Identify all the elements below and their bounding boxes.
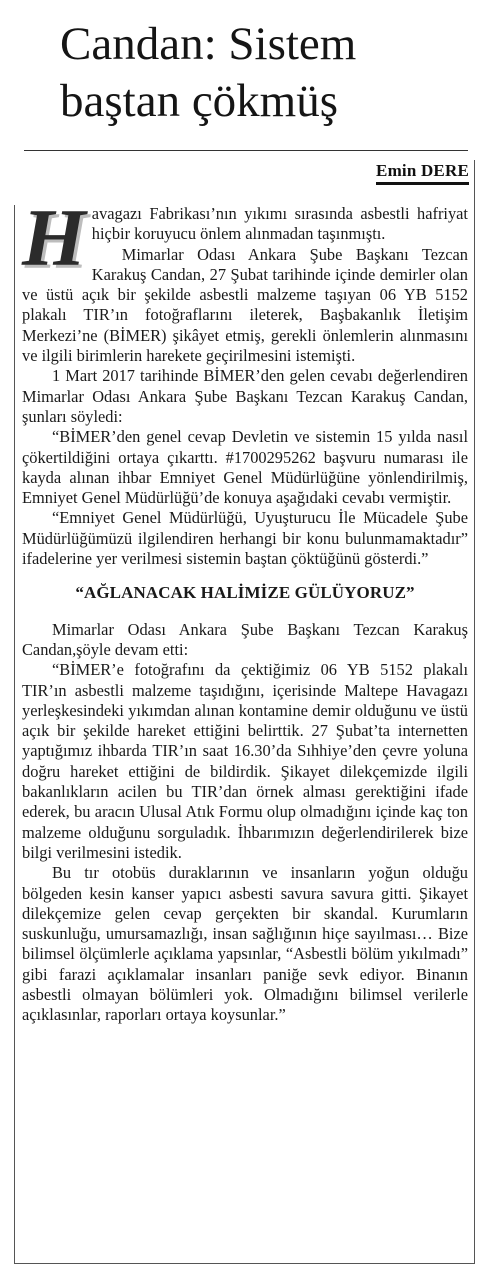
paragraph-quote: “BİMER’den genel cevap Devletin ve sistemin 15 yılda nasıl çökertildiğini ortaya çıkarttı. #1700295262 başvuru numarası ile kayda alınan ihbar Emniyet Genel Müdürlüğüne yönlendirilmiş, Emniyet Genel Müdürlüğü’de konuya aşağıdaki cevabı vermiştir. [22,427,468,508]
frame-bottom-border [14,1263,475,1264]
paragraph-quote: “BİMER’e fotoğrafını da çektiğimiz 06 YB 5152 plakalı TIR’ın asbestli malzeme taşıdığını, içerisinde Maltepe Havagazı yerleşkesindeki yıkımdan alınan kontamine demir olduğunu ve üstü açık bir şekilde hareket ettiğini belirttik. 27 Şubat’ta internetten yaptığımız ihbarda TIR’ın saat 16.30’da Sıhhiye’den çevre yoluna doğru hareket ettiğini de bildirdik. Şikayet dilekçemizde ilgili bakanlıkların acilen bu TIR’dan örnek alması gerektiğini ifade ederek, bu aracın Ulusal Atık Formu olup olmadığını içinde kaç ton malzeme olduğunu sorguladık. İhbarımızın değerlendirilerek bize bilgi verilmesini istedik. [22,660,468,862]
paragraph-text: avagazı Fabrikası’nın yıkımı sırasında asbestli hafriyat hiçbir koruyucu önlem alınmadan taşınmıştı. [91,204,468,244]
subheading: “AĞLANACAK HALİMİZE GÜLÜYORUZ” [75,583,415,603]
headline-rule [24,150,468,151]
frame-right-border [474,160,475,1264]
frame-left-border [14,205,15,1264]
paragraph-lead [22,192,468,283]
paragraph: Bu tır otobüs duraklarının ve insanların yoğun olduğu bölgeden kesin kanser yapıcı asbesti savura savura gitti. Şikayet dilekçemize gelen cevap gerçekten bir skandal. Kurumların suskunluğu, umursamazlığı, insan sağlığının hiçe sayılması… Bize bilimsel ölçümlerle açıklama yapsınlar, “Asbestli bölüm yıkılmadı” gibi farazi açıklamalar insanları paniğe sevk ediyor. Binanın asbestli olmayan bölümleri yok. Olmadığını bilimsel verilerle açıklasınlar, raporları ortaya koysunlar.” [22,863,468,1025]
drop-cap: H [22,192,86,283]
author-byline: Emin DERE [376,160,469,185]
paragraph: Mimarlar Odası Ankara Şube Başkanı Tezcan Karakuş Candan,şöyle devam etti: [22,619,468,659]
paragraph-quote: “Emniyet Genel Müdürlüğü, Uyuşturucu İle Mücadele Şube Müdürlüğümüzü ilgilendiren herhangi bir konu bulunmamaktadır” ifadelerine yer verilmesi sistemin baştan çöktüğünü gösterdi.” [22,508,468,569]
paragraph: Mimarlar Odası Ankara Şube Başkanı Tezcan Karakuş Candan, 27 Şubat tarihinde içinde demirler olan ve üstü açık bir şekilde asbestli malzeme taşıyan 06 YB 5152 plakalı TIR’ın fotoğraflarını ileterek, Başbakanlık İletişim Merkezi’ne (BİMER) şikâyet etmiş, gerekli önlemlerin alınmasını ve ilgili birimlerin harekete geçirilmesini istemişti. [22,244,468,366]
paragraph: 1 Mart 2017 tarihinde BİMER’den gelen cevabı değerlendiren Mimarlar Odası Ankara Şube Başkanı Tezcan Karakuş Candan, şunları söyledi: [22,366,468,426]
headline: Candan: Sistem baştan çökmüş [60,18,357,127]
article-body [22,192,468,1026]
